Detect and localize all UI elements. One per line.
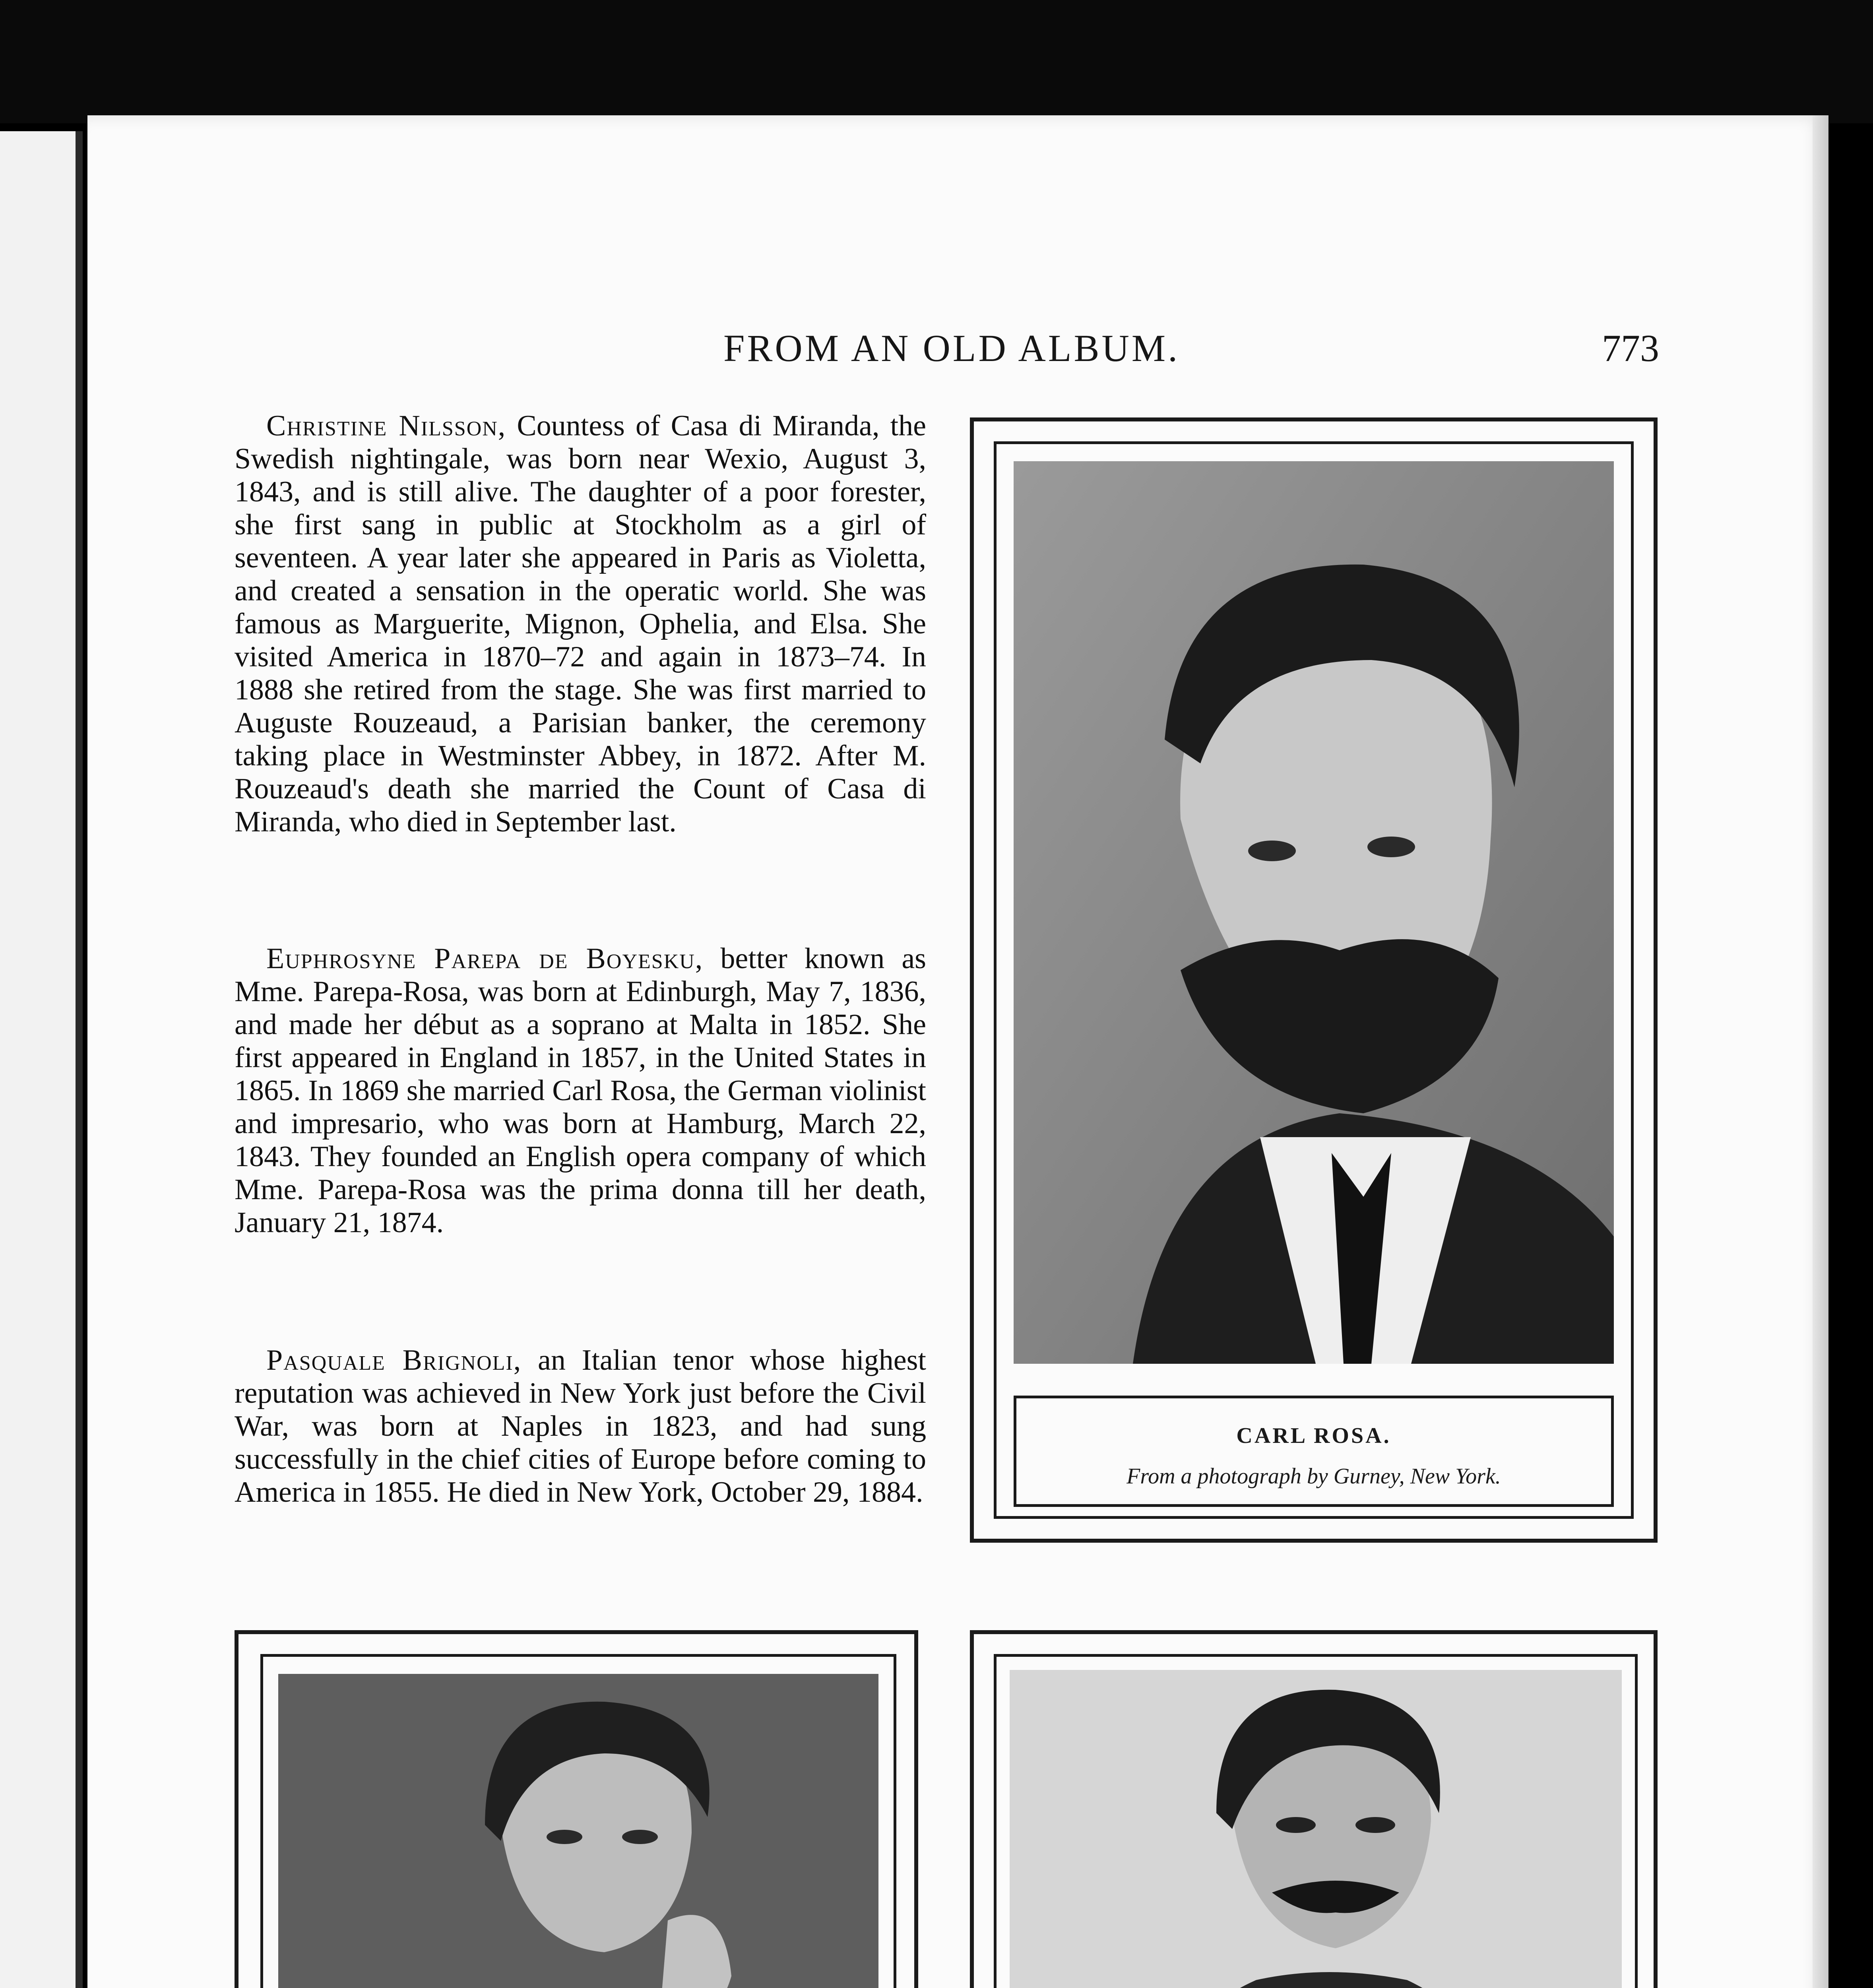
person-name: Euphrosyne Parepa de Boyesku, xyxy=(266,942,704,975)
caption-carl-rosa xyxy=(1014,1396,1614,1507)
portrait-photo-parepa-rosa xyxy=(278,1674,878,1988)
page-edge-right xyxy=(1813,115,1828,1988)
person-name: Pasquale Brignoli, xyxy=(266,1344,522,1376)
paragraph-text: better known as Mme. Parepa-Rosa, was born at Edinburgh, May 7, 1836, and made her début as a soprano at Malta in 1852. She first appeared in England in 1857, in the United States in 1865. In 1869 she married Carl Rosa, the German violinist and impresario, who was born at Hamburg, March 22, 1843. They founded an English opera company of which Mme. Parepa-Rosa was the prima donna till her death, January 21, 1874. xyxy=(235,942,926,1239)
man-portrait-illustration xyxy=(1010,1670,1622,1988)
portrait-frame-brignoli xyxy=(970,1630,1658,1988)
caption-name: CARL ROSA. xyxy=(1236,1423,1391,1448)
portrait-photo-carl-rosa xyxy=(1014,461,1614,1364)
left-page-edge xyxy=(0,131,83,1988)
portrait-frame-parepa-rosa xyxy=(235,1630,918,1988)
woman-portrait-illustration xyxy=(278,1674,878,1988)
paragraph-text: Countess of Casa di Miranda, the Swedish nightingale, was born near Wexio, August 3, 1843, and is still alive. The daughter of a poor forester, she first sang in public at Stockholm as a girl of seventeen. A year later she appeared in Paris as Violetta, and created a sensation in the operatic world. She was famous as Marguerite, Mignon, Ophelia, and Elsa. She visited America in 1870–72 and again in 1873–74. In 1888 she retired from the stage. She was first married to Auguste Rouzeaud, a Parisian banker, the ceremony taking place in Westminster Abbey, in 1872. After M. Rouzeaud's death she married the Count of Casa di Miranda, who died in September last. xyxy=(235,410,926,838)
portrait-frame-carl-rosa xyxy=(970,417,1658,1543)
paragraph-parepa xyxy=(235,942,926,1239)
person-name: Christine Nilsson, xyxy=(266,410,506,442)
caption-credit: From a photograph by Gurney, New York. xyxy=(1127,1464,1501,1489)
page-number: 773 xyxy=(1602,327,1659,369)
running-title: FROM AN OLD ALBUM. xyxy=(723,327,1180,369)
man-portrait-illustration xyxy=(1014,461,1614,1364)
paragraph-brignoli xyxy=(235,1344,926,1509)
paragraph-text: an Italian tenor whose highest reputation was achieved in New York just before the Civil War, was born at Naples in 1823, and had sung successfully in the chief cities of Europe before coming to America in 1855. He died in New York, October 29, 1884. xyxy=(235,1344,926,1508)
scan-background-top xyxy=(0,0,1873,123)
portrait-photo-brignoli xyxy=(1010,1670,1622,1988)
paragraph-nilsson xyxy=(235,410,926,839)
